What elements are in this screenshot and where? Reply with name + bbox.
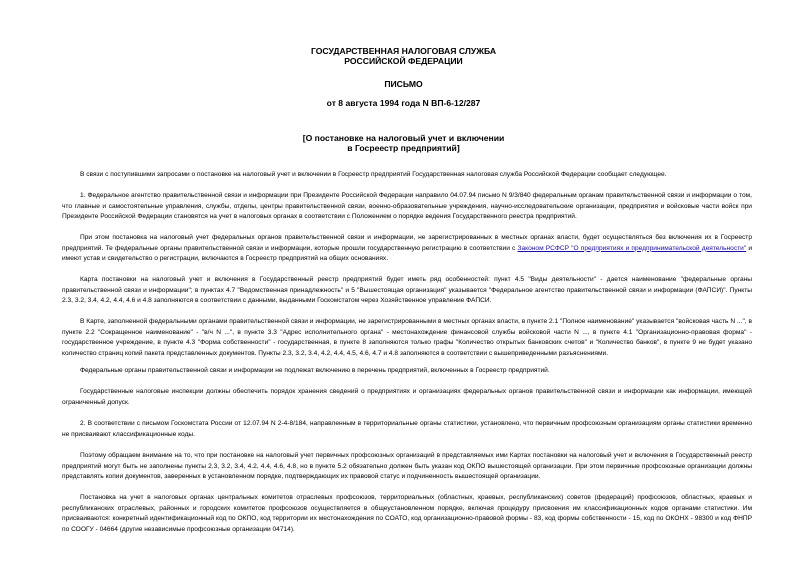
paragraph-storage: Государственные налоговые инспекции должны обеспечить порядок хранения сведений о предприятиях и организациях федеральных органов правительственной связи и информации как информации, имеющей ограниченный допуск. <box>62 388 752 406</box>
document-subject-line2: в Госреестр предприятий] <box>347 143 460 153</box>
law-reference-link[interactable]: Законом РСФСР "О предприятиях и предпринимательской деятельности" <box>517 244 747 252</box>
org-name-line2: РОССИЙСКОЙ ФЕДЕРАЦИИ <box>344 56 463 66</box>
paragraph-intro: В связи с поступившими запросами о постановке на налоговый учет и включении в Госреестр предприятий Государственная налоговая служба Российской Федерации сообщает следующее. <box>80 171 667 178</box>
paragraph-card-filling: В Карте, заполненной федеральными органами правительственной связи и информации, не зарегистрированными в местных органах власти, в пункте 2.1 "Полное наименование" указывается "войсковая часть N ...", в пункте 2.2 "Сокращенное наименование" - "в/ч N ...", в пункте 3.3 "Адрес исполнительного органа" - местонахождение финансовой службы войсковой части N ..., в пункте 4.1 "Организационно-правовая форма" - государственное учреждение, в пункте 4.3 "Форма собственности" - государственная, в пункте 8 заполняются только графы "Количество открытых банковских счетов" и "Количество банков", в пункте 9 не будет указано количество страниц копий пакета представленных документов. Пункты 2.3, 3.2, 3.4, 4.2, 4.4, 4.5, 4.6, 4.7 и 4.8 заполняются в соответствии с вышеприведенными разъяснениями. <box>62 318 752 357</box>
org-name-line1: ГОСУДАРСТВЕННАЯ НАЛОГОВАЯ СЛУЖБА <box>310 46 497 56</box>
paragraph-union-registration: Постановка на учет в налоговых органах центральных комитетов отраслевых профсоюзов, территориальных (областных, краевых, республиканских) советов (федераций) профсоюзов, областных, краевых и республиканских отраслевых, районных и городских комитетов профсоюзов осуществляется в общеустановленном порядке, включая процедуру присвоения им классификационных кодов органами статистики. Им присваиваются: конкретный идентификационный код по ОКПО, код территории их местонахождения по СОАТО, код организационно-правовой формы - 83, код формы собственности - 15, код по ОКОНХ - 98300 и код ФНПР по СООГУ - 04664 (другие независимые профсоюзные организации 04714). <box>62 494 752 533</box>
paragraph-registration-text-b: и имеют устав и свидетельство о регистрации, включаются в Госреестр предприятий на общих основаниях. <box>62 244 752 263</box>
paragraph-item-2: 2. В соответствии с письмом Госкомстата России от 12.07.94 N 2-4-8/184, направленным в территориальные органы статистики, установлено, что первичным профсоюзным организациям органы статистики временно не присваивают классификационные коды. <box>62 420 752 438</box>
document-subject-line1: [О постановке на налоговый учет и включении <box>302 133 505 143</box>
document-type: ПИСЬМО <box>384 79 423 89</box>
paragraph-item-1: 1. Федеральное агентство правительственной связи и информации при Президенте Российской Федерации направило 04.07.94 письмо N 9/3/840 федеральным органам правительственной связи и информации о том, что главные и самостоятельные управления, службы, отделы, центры правительственной связи, военно-образовательные учреждения, научно-исследовательские организации, предприятия и войсковые части войск при Президенте Российской Федерации становятся на учет в налоговых органах в соответствии с Положением о порядке ведения Государственного реестра предприятий. <box>62 192 752 221</box>
document-date-number: от 8 августа 1994 года N ВП-6-12/287 <box>326 98 481 108</box>
paragraph-registration <box>62 233 752 265</box>
paragraph-card-features: Карта постановки на налоговый учет и включения в Государственный реестр предприятий будет иметь ряд особенностей: пункт 4.5 "Виды деятельности" - дается наименование "федеральные органы правительственной связи и информации"; в пунктах 4.7 "Ведомственная принадлежность" и 5 "Вышестоящая организация" указывается "Федеральное агентство правительственной связи и информации (ФАПСИ)". Пункты 2.3, 3.2, 3.4, 4.2, 4.4, 4.6 и 4.8 заполняются в соответствии с данными, выданными Госкомстатом через Хозяйственное управление ФАПСИ. <box>62 276 752 305</box>
paragraph-registration-text-a: При этом постановка на налоговый учет федеральных органов правительственной связи и информации, не зарегистрированных в местных органах власти, будет осуществляться без включения их в Госреестр предприятий. Те федеральные органы правительственной связи и информации, которые прошли государственную регистрацию в соответствии с <box>62 234 752 252</box>
paragraph-exclusion: Федеральные органы правительственной связи и информации не подлежат включению в перечень предприятий, включенных в Госреестр предприятий. <box>80 367 550 374</box>
paragraph-union-codes: Поэтому обращаем внимание на то, что при постановке на налоговый учет первичных профсоюзных организаций в представляемых ими Картах постановки на налоговый учет и включения в Государственный реестр предприятий могут быть не заполнены пункты 2.3, 3.2, 3.4, 4.2, 4.4, 4.6, 4.8, но в пункте 5.2 обязательно должен быть указан код ОКПО вышестоящей организации. При этом первичные профсоюзные организации должны представлять копии документов, заверенных в установленном порядке, подтверждающих их правовой статус и подчиненность вышестоящей организации. <box>62 452 752 481</box>
